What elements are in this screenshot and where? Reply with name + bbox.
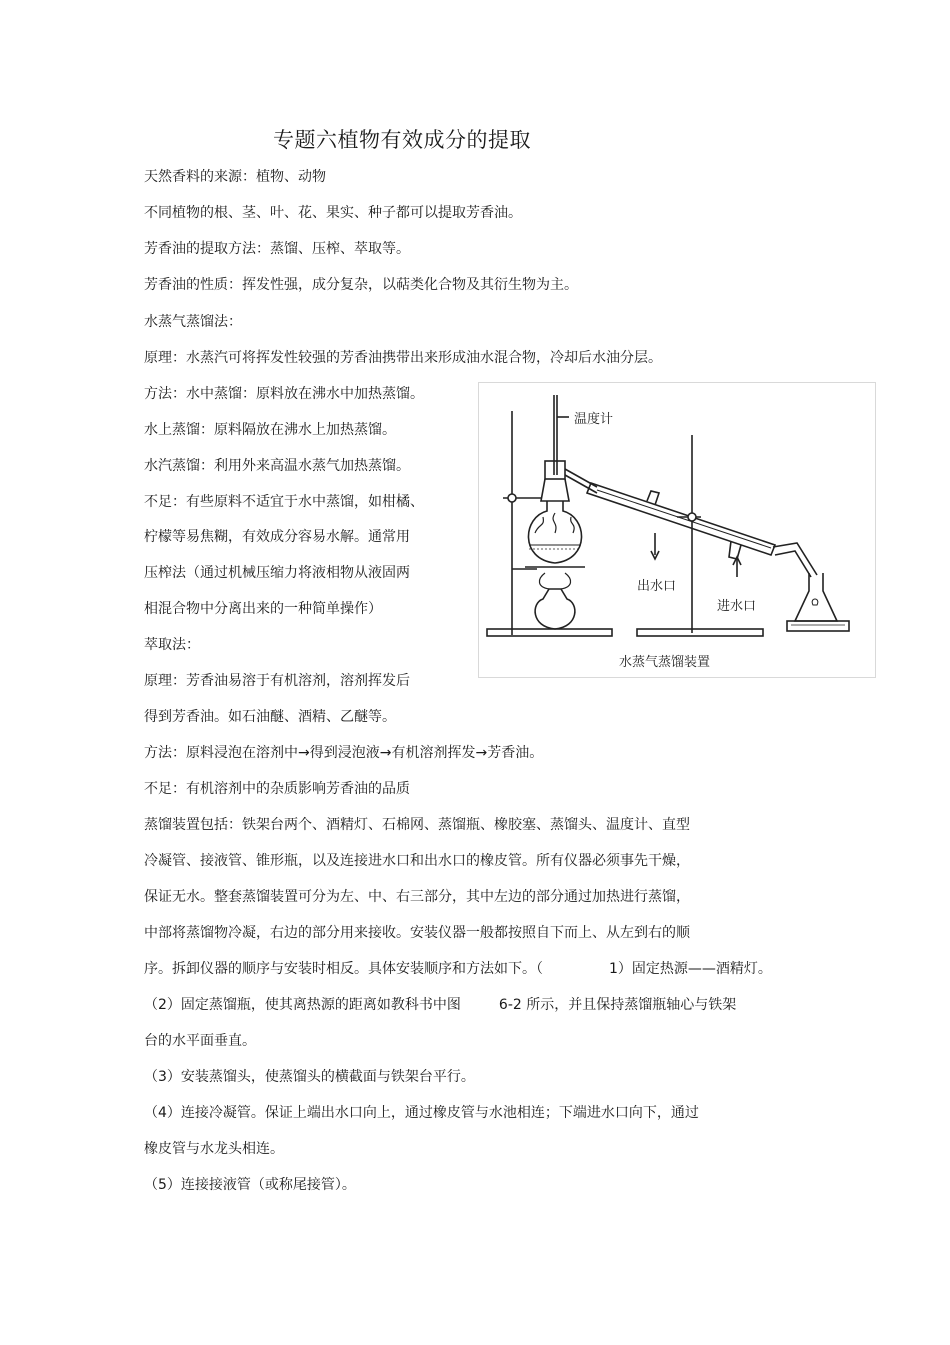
step-2-text: （2）固定蒸馏瓶，使其离热源的距离如教科书中图 [144, 997, 461, 1013]
text-line-apparatus-1: 蒸馏装置包括：铁架台两个、酒精灯、石棉网、蒸馏瓶、橡胶塞、蒸馏头、温度计、直型 [144, 817, 690, 833]
thermometer-label: 温度计 [574, 412, 614, 427]
text-line-extraction-principle-1: 原理：芳香油易溶于有机溶剂，溶剂挥发后 [144, 673, 410, 689]
page-title: 专题六植物有效成分的提取 [273, 128, 531, 152]
text-line-extraction-shortcoming: 不足：有机溶剂中的杂质影响芳香油的品质 [144, 781, 410, 797]
text-line-step-2-end: 台的水平面垂直。 [144, 1033, 256, 1049]
distillation-apparatus-drawing [479, 383, 875, 677]
text-line-shortcoming-2: 柠檬等易焦糊，有效成分容易水解。通常用 [144, 529, 410, 545]
figure-caption: 水蒸气蒸馏装置 [619, 655, 711, 670]
text-line-methods: 芳香油的提取方法：蒸馏、压榨、萃取等。 [144, 241, 410, 257]
text-line-steam-principle: 原理：水蒸汽可将挥发性较强的芳香油携带出来形成油水混合物，冷却后水油分层。 [144, 350, 662, 366]
text-line-sources: 天然香料的来源：植物、动物 [144, 169, 326, 185]
water-outlet-label: 出水口 [637, 579, 677, 594]
text-line-water-top: 水上蒸馏：原料隔放在沸水上加热蒸馏。 [144, 422, 396, 438]
condenser [587, 483, 775, 555]
text-line-extraction-principle-2: 得到芳香油。如石油醚、酒精、乙醚等。 [144, 709, 396, 725]
text-line-steam-heading: 水蒸气蒸馏法： [144, 314, 242, 330]
step-2-text-end: 所示，并且保持蒸馏瓶轴心与铁架 [526, 997, 737, 1013]
adapter-tube [773, 543, 817, 575]
text-line-step-2 [144, 996, 736, 1014]
left-stand-base [487, 629, 612, 636]
install-order-text: 序。拆卸仪器的顺序与安装时相反。具体安装顺序和方法如下。（ [144, 961, 543, 977]
text-line-install-order [144, 960, 772, 978]
flask-block [787, 621, 849, 631]
text-line-step-4: （4）连接冷凝管。保证上端出水口向上，通过橡皮管与水池相连；下端进水口向下，通过 [144, 1105, 699, 1121]
text-line-extraction-heading: 萃取法： [144, 637, 200, 653]
water-inlet-label: 进水口 [717, 599, 757, 614]
text-line-apparatus-3: 保证无水。整套蒸馏装置可分为左、中、右三部分，其中左边的部分通过加热进行蒸馏， [144, 889, 690, 905]
alcohol-lamp [535, 589, 575, 629]
text-line-apparatus-2: 冷凝管、接液管、锥形瓶，以及连接进水口和出水口的橡皮管。所有仪器必须事先干燥， [144, 853, 690, 869]
middle-stand-base [637, 629, 763, 636]
install-step-1: 1）固定热源——酒精灯。 [609, 961, 772, 977]
text-line-properties: 芳香油的性质：挥发性强，成分复杂，以萜类化合物及其衍生物为主。 [144, 277, 578, 293]
text-line-step-5: （5）连接接液管（或称尾接管）。 [144, 1177, 356, 1193]
text-line-steam-method: 方法：水中蒸馏：原料放在沸水中加热蒸馏。 [144, 386, 424, 402]
text-line-shortcoming-4: 相混合物中分离出来的一种简单操作） [144, 601, 382, 617]
flame [539, 573, 570, 589]
figure-ref: 6-2 [498, 997, 522, 1013]
text-line-step-4-end: 橡皮管与水龙头相连。 [144, 1141, 284, 1157]
text-line-apparatus-4: 中部将蒸馏物冷凝，右边的部分用来接收。安装仪器一般都按照自下而上、从左到右的顺 [144, 925, 690, 941]
text-line-shortcoming-3: 压榨法（通过机械压缩力将液相物从液固两 [144, 565, 410, 581]
text-line-step-3: （3）安装蒸馏头，使蒸馏头的横截面与铁架台平行。 [144, 1069, 475, 1085]
conical-flask [795, 573, 837, 621]
text-line-shortcoming-1: 不足：有些原料不适宜于水中蒸馏，如柑橘、 [144, 494, 424, 510]
text-line-extraction-method: 方法：原料浸泡在溶剂中→得到浸泡液→有机溶剂挥发→芳香油。 [144, 745, 544, 761]
text-line-water-vapor: 水汽蒸馏：利用外来高温水蒸气加热蒸馏。 [144, 458, 410, 474]
text-line-plant-parts: 不同植物的根、茎、叶、花、果实、种子都可以提取芳香油。 [144, 205, 522, 221]
distillation-apparatus-figure [478, 382, 876, 678]
distillation-head [545, 461, 565, 479]
